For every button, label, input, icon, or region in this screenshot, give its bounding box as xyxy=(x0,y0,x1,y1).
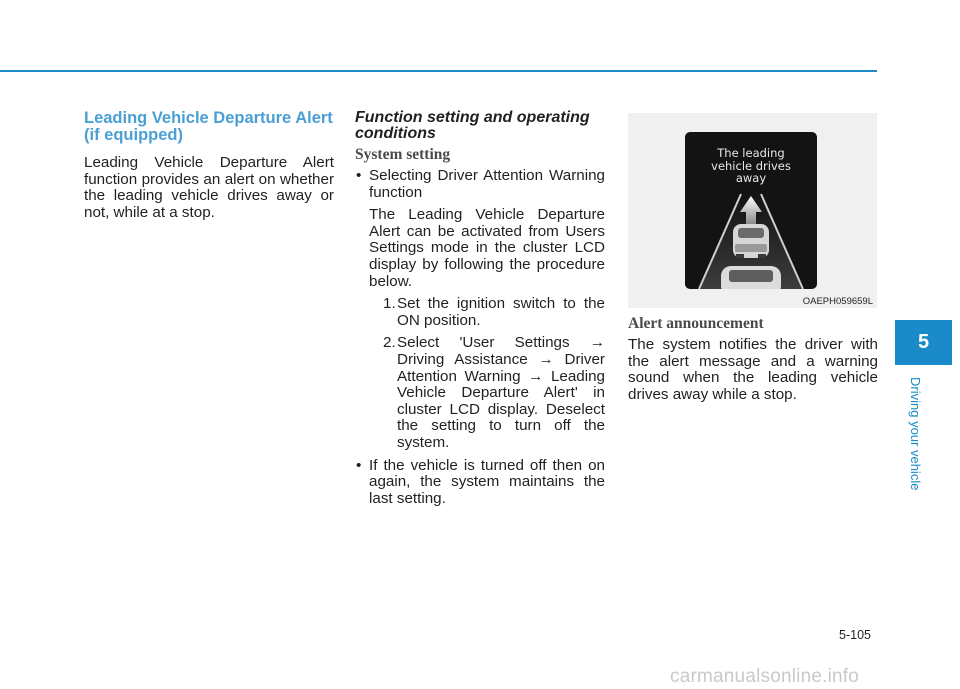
road-cars-illustration xyxy=(685,132,817,289)
alert-paragraph: The system notifies the driver with the alert message and a warning sound when the leading vehicle drives away while a stop. xyxy=(628,336,878,403)
right-column xyxy=(628,315,878,403)
screen-line: vehicle drives xyxy=(711,158,791,173)
screen-line: away xyxy=(735,171,767,185)
figure-code: OAEPH059659L xyxy=(802,296,873,307)
step-number: 2. xyxy=(383,334,396,352)
own-car-icon xyxy=(721,266,781,289)
leading-car-icon xyxy=(733,224,769,258)
watermark: carmanualsonline.info xyxy=(670,666,860,687)
step-text: Select 'User Settings → Driving Assistance → Driver Attention Warning → Leading Vehicle Departure Alert' in cluster LCD display. Deselect the setting to turn off the system. xyxy=(397,334,605,451)
function-setting-heading: Function setting and operating conditions xyxy=(355,109,590,142)
bullet-item: • Selecting Driver Attention Warning function xyxy=(355,168,605,201)
page-number: 5-105 xyxy=(839,628,871,642)
alert-announcement-heading: Alert announcement xyxy=(628,315,764,332)
chapter-tab: 5 xyxy=(895,320,952,365)
bullet-item: • If the vehicle is turned off then on again, the system maintains the last setting. xyxy=(355,458,605,508)
section-heading: Leading Vehicle Departure Alert (if equipped) xyxy=(84,109,333,144)
chapter-title: Driving your vehicle xyxy=(908,377,923,491)
middle-column xyxy=(355,110,605,513)
step-item xyxy=(369,335,605,451)
system-setting-heading: System setting xyxy=(355,146,451,163)
step-number: 1. xyxy=(383,295,396,313)
step-text: Set the ignition switch to the ON position. xyxy=(397,295,605,329)
step-item xyxy=(369,296,605,329)
cluster-lcd-screen xyxy=(685,132,817,289)
header-rule xyxy=(0,70,877,72)
left-column xyxy=(84,110,334,221)
bullet-detail: The Leading Vehicle Departure Alert can be activated from Users Settings mode in the cluster LCD display by following the procedure below. xyxy=(369,206,605,290)
screen-line: The leading xyxy=(717,146,785,160)
intro-paragraph: Leading Vehicle Departure Alert function provides an alert on whether the leading vehicle drives away or not, while at a stop. xyxy=(84,154,334,221)
cluster-display-figure xyxy=(628,113,877,308)
